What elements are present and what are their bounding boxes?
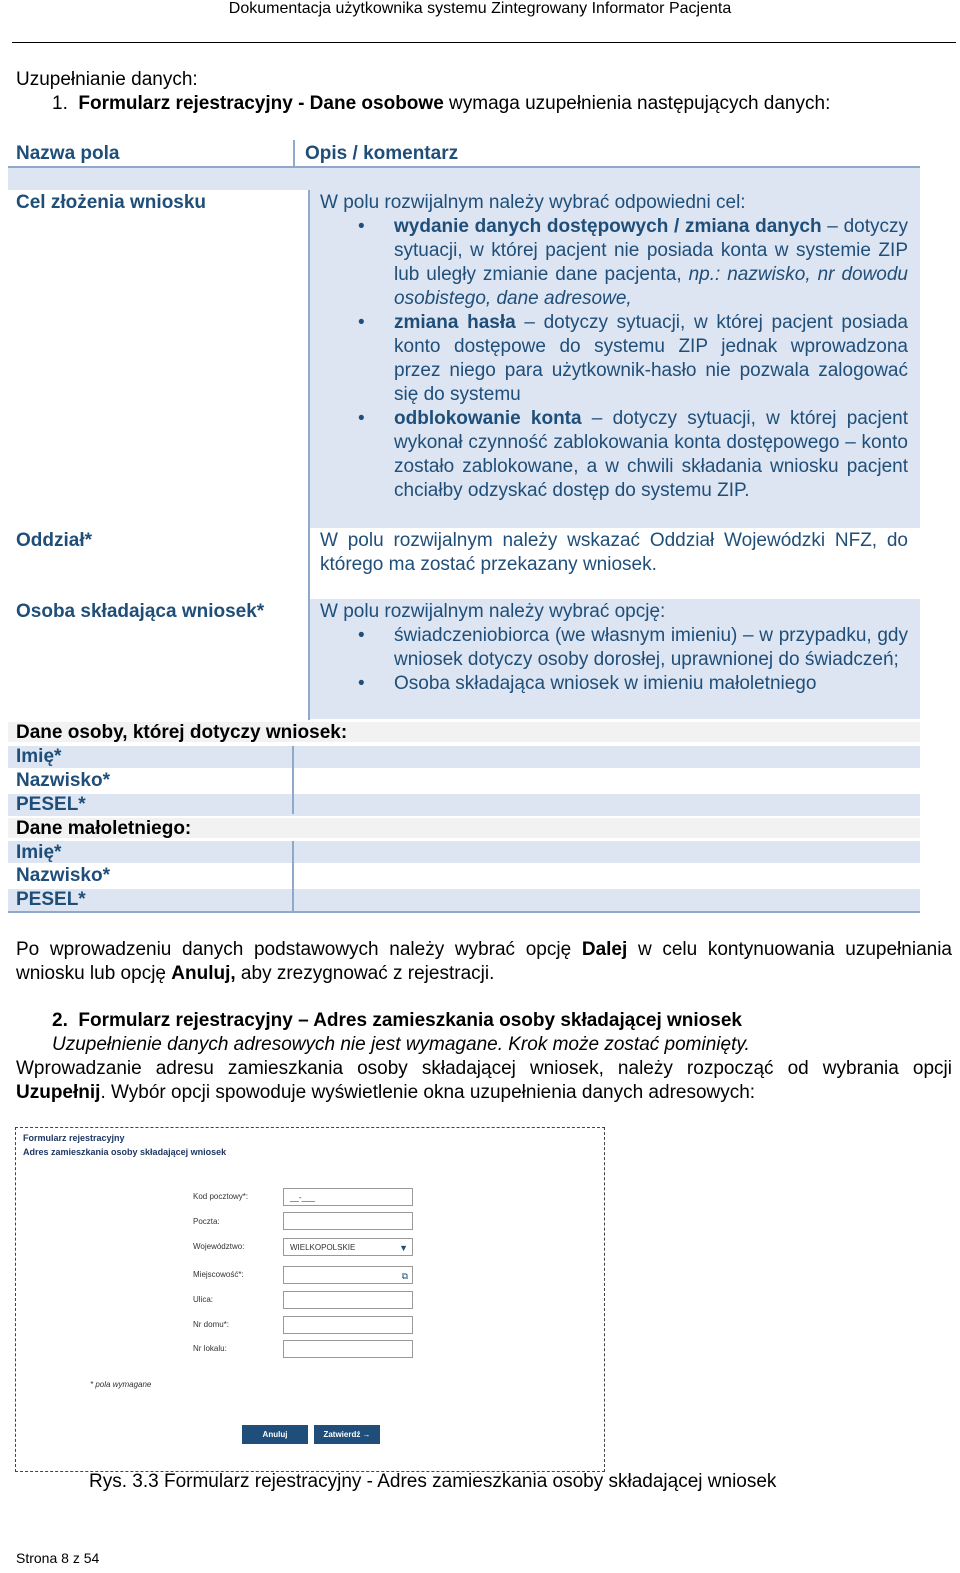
cel-bullet-2-bold: zmiana hasła (394, 312, 516, 333)
table-band (8, 889, 920, 911)
table-col-desc-header: Opis / komentarz (305, 143, 459, 164)
kod-pocztowy-input[interactable]: __-___ (283, 1188, 413, 1206)
anuluj-button[interactable]: Anuluj (242, 1425, 308, 1444)
osoba-bullet-2 (320, 672, 908, 696)
wojewodztwo-label: Województwo: (193, 1242, 245, 1251)
cel-intro: W polu rozwijalnym należy wybrać odpowiedni cel: (320, 192, 746, 213)
intro-item (52, 92, 830, 116)
osoba-label: Osoba składająca wniosek* (16, 601, 265, 622)
nr-lokalu-label: Nr lokalu: (193, 1344, 227, 1353)
table-band (8, 794, 920, 816)
osoba-bullet-1-text: świadczeniobiorca (we własnym imieniu) – w przypadku, gdy wniosek dotyczy osoby dorosłej, uprawnionej do świadczeń; (394, 625, 908, 670)
uzupelnij-keyword: Uzupełnij (16, 1082, 101, 1103)
wojewodztwo-value: WIELKOPOLSKIE (290, 1243, 356, 1252)
header-divider (12, 42, 956, 43)
after-table-text-3: aby zrezygnować z rejestracji. (235, 963, 495, 984)
bullet-dot: • (358, 673, 365, 694)
section2-title: Formularz rejestracyjny – Adres zamieszkania osoby składającej wniosek (78, 1010, 742, 1031)
section2-text-2: . Wybór opcji spowoduje wyświetlenie okna uzupełnienia danych adresowych: (100, 1082, 756, 1103)
anuluj-keyword: Anuluj, (171, 963, 236, 984)
miejscowosc-input[interactable] (283, 1266, 413, 1284)
table-vline (292, 746, 294, 814)
nr-domu-input[interactable] (283, 1316, 413, 1334)
table-col-name-header: Nazwa pola (16, 143, 120, 164)
after-table-text-2: w celu kontynuowania uzupełniania wniosku lub opcję (16, 939, 952, 984)
ulica-label: Ulica: (193, 1295, 214, 1304)
nazwisko-label: Nazwisko* (16, 770, 110, 791)
table-vline (292, 841, 294, 911)
pesel-label: PESEL* (16, 794, 86, 815)
dropdown-arrow-icon: ▼ (399, 1243, 408, 1253)
cel-bullet-3-text: – dotyczy sytuacji, w której pacjent wykonał czynność zablokowania konta dostępowego – konto zostało zablokowane, a w chwili składania wniosku pacjent chciałby odzyskać dostęp do systemu ZIP. (394, 408, 908, 501)
bullet-dot: • (358, 408, 365, 429)
miejscowosc-label: Miejscowość*: (193, 1270, 244, 1279)
bullet-dot: • (358, 216, 365, 237)
nazwisko-maloletniego-label: Nazwisko* (16, 865, 110, 886)
table-vline (308, 190, 310, 720)
section2-number: 2. (52, 1010, 68, 1031)
pesel-maloletniego-label: PESEL* (16, 889, 86, 910)
ulica-input[interactable] (283, 1291, 413, 1309)
after-table-paragraph (16, 938, 952, 986)
after-table-text-1: Po wprowadzeniu danych podstawowych należy wybrać opcję (16, 939, 582, 960)
table-bottom-rule (8, 911, 920, 913)
cel-bullet-1-bold: wydanie danych dostępowych / zmiana danych (394, 216, 822, 237)
nr-lokalu-input[interactable] (283, 1340, 413, 1358)
bullet-dot: • (358, 625, 365, 646)
page-header: Dokumentacja użytkownika systemu Zintegrowany Informator Pacjenta (228, 0, 732, 17)
cel-bullet-2 (320, 311, 908, 407)
wojewodztwo-select[interactable] (283, 1238, 413, 1256)
osoba-intro: W polu rozwijalnym należy wybrać opcję: (320, 601, 666, 622)
cel-bullet-1-italic: np.: nazwisko, nr dowodu osobistego, dane adresowe, (394, 264, 908, 309)
imie-maloletniego-label: Imię* (16, 842, 62, 863)
intro-item-bold: Formularz rejestracyjny - Dane osobowe (78, 93, 444, 114)
table-band (8, 841, 920, 863)
page-footer: Strona 8 z 54 (16, 1550, 100, 1566)
nr-domu-label: Nr domu*: (193, 1320, 230, 1329)
required-note: * pola wymagane (90, 1380, 152, 1389)
form-screenshot (15, 1127, 605, 1472)
section2-paragraph (16, 1057, 952, 1105)
cel-bullet-3-bold: odblokowanie konta (394, 408, 582, 429)
osoba-bullet-2-text: Osoba składająca wniosek w imieniu małoletniego (394, 673, 817, 694)
screenshot-subtitle: Adres zamieszkania osoby składającej wniosek (23, 1147, 227, 1157)
section2-note: Uzupełnienie danych adresowych nie jest wymagane. Krok może zostać pominięty. (52, 1034, 750, 1055)
cel-bullet-3 (320, 407, 908, 503)
cel-label: Cel złożenia wniosku (16, 192, 207, 213)
osoba-description (320, 600, 908, 696)
oddzial-label: Oddział* (16, 530, 93, 551)
table-header-vline (293, 140, 295, 166)
cel-bullet-1 (320, 215, 908, 311)
section2-heading (52, 1009, 742, 1033)
dalej-keyword: Dalej (581, 939, 628, 960)
bullet-dot: • (358, 312, 365, 333)
cel-description (320, 191, 908, 503)
dane-osoby-heading: Dane osoby, której dotyczy wniosek: (16, 722, 348, 743)
poczta-label: Poczta: (193, 1217, 220, 1226)
cel-bullet-1-text: – dotyczy sytuacji, w której pacjent nie posiada konta w systemie ZIP lub uległy zmianie dane pacjenta, (394, 216, 908, 285)
section2-text-1: Wprowadzanie adresu zamieszkania osoby składającej wniosek, należy rozpocząć od wybrania opcji (16, 1058, 952, 1079)
oddzial-description: W polu rozwijalnym należy wskazać Oddział Wojewódzki NFZ, do którego ma zostać przekazany wniosek. (320, 530, 908, 575)
figure-caption: Rys. 3.3 Formularz rejestracyjny - Adres zamieszkania osoby składającej wniosek (89, 1471, 777, 1492)
intro-label: Uzupełnianie danych: (16, 69, 198, 90)
poczta-input[interactable] (283, 1212, 413, 1230)
imie-label: Imię* (16, 746, 62, 767)
intro-item-rest: wymaga uzupełnienia następujących danych: (443, 93, 831, 114)
intro-item-number: 1. (52, 93, 68, 114)
dane-maloletniego-heading: Dane małoletniego: (16, 818, 192, 839)
table-band (8, 168, 920, 190)
table-band (8, 746, 920, 768)
kod-pocztowy-label: Kod pocztowy*: (193, 1192, 249, 1201)
zatwierdz-button[interactable]: Zatwierdź → (314, 1425, 380, 1444)
lookup-icon[interactable]: ⧉ (401, 1271, 408, 1281)
osoba-bullet-1 (320, 624, 908, 672)
screenshot-title: Formularz rejestracyjny (23, 1133, 125, 1143)
cel-bullet-2-text: – dotyczy sytuacji, w której pacjent posiada konto dostępowe do systemu ZIP jednak wprowadzona przez niego para użytkownik-hasło nie pozwala zalogować się do systemu (394, 312, 908, 405)
